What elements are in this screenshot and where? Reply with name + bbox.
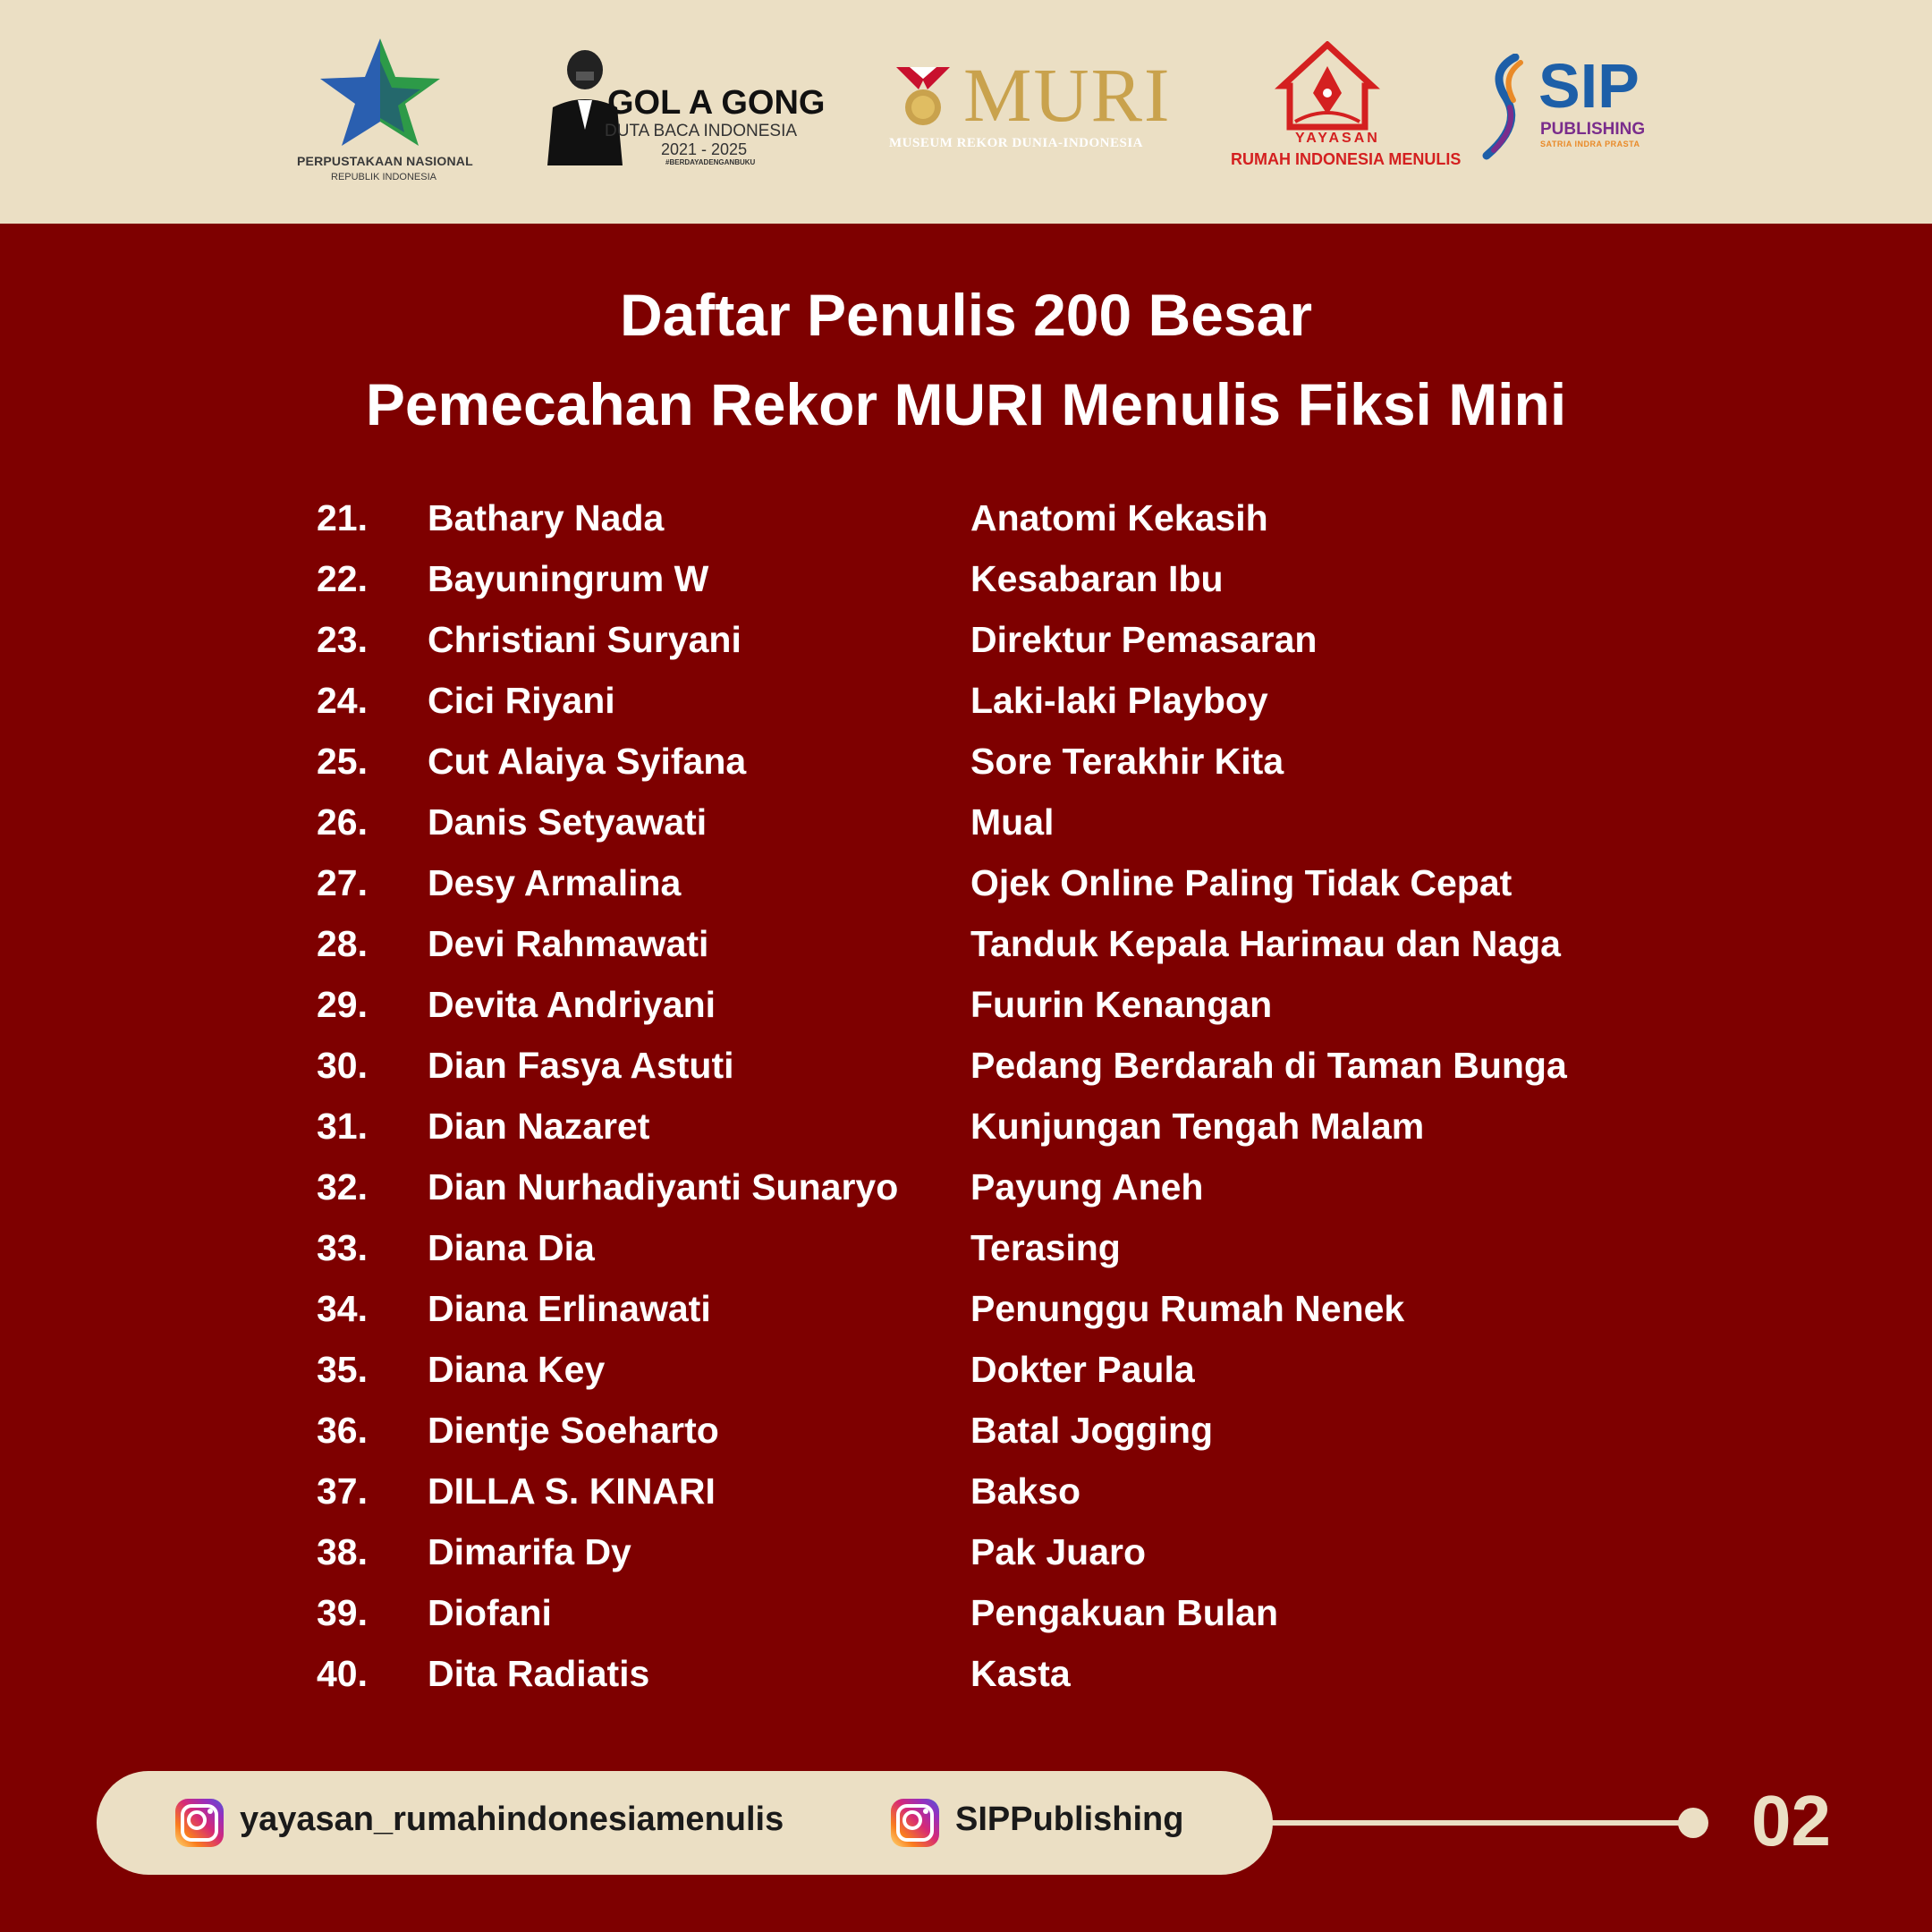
muri-name: MURI <box>963 52 1172 138</box>
perpusnas-logo <box>286 34 474 186</box>
gol-a-gong-sub2: 2021 - 2025 <box>661 140 748 158</box>
instagram-icon <box>175 1799 224 1847</box>
gol-a-gong-sub3: #BERDAYADENGANBUKU <box>665 158 756 166</box>
entry-story-title: Dokter Paula <box>970 1349 1195 1390</box>
list-item <box>0 1410 1932 1470</box>
list-item <box>0 1592 1932 1653</box>
entry-number: 39. <box>317 1592 368 1633</box>
list-item <box>0 1106 1932 1166</box>
entry-number: 26. <box>317 801 368 843</box>
entry-story-title: Kasta <box>970 1653 1071 1694</box>
list-item <box>0 984 1932 1045</box>
list-item <box>0 801 1932 862</box>
entry-story-title: Sore Terakhir Kita <box>970 741 1284 782</box>
entry-number: 23. <box>317 619 368 660</box>
list-item <box>0 923 1932 984</box>
entry-story-title: Tanduk Kepala Harimau dan Naga <box>970 923 1561 964</box>
entry-number: 37. <box>317 1470 368 1512</box>
gol-a-gong-sub1: DUTA BACA INDONESIA <box>605 122 798 140</box>
instagram-handle-rim[interactable]: yayasan_rumahindonesiamenulis <box>240 1801 784 1838</box>
entry-number: 38. <box>317 1531 368 1572</box>
sip-name: SIP <box>1538 51 1640 121</box>
list-item <box>0 497 1932 558</box>
entry-story-title: Pak Juaro <box>970 1531 1146 1572</box>
entry-number: 35. <box>317 1349 368 1390</box>
list-item <box>0 1166 1932 1227</box>
perpusnas-star-icon <box>286 34 474 150</box>
entry-author: Cici Riyani <box>428 680 615 721</box>
entry-author: Bayuningrum W <box>428 558 709 599</box>
entry-number: 29. <box>317 984 368 1025</box>
page-title-line-1: Daftar Penulis 200 Besar <box>619 282 1313 348</box>
entry-author: Dian Fasya Astuti <box>428 1045 734 1086</box>
rim-house-pen-icon <box>1229 41 1426 131</box>
social-handles-pill <box>97 1771 1273 1875</box>
list-item <box>0 1288 1932 1349</box>
gol-a-gong-logo <box>540 45 826 170</box>
writer-list <box>0 497 1932 1714</box>
entry-author: Dita Radiatis <box>428 1653 650 1694</box>
entry-story-title: Direktur Pemasaran <box>970 619 1318 660</box>
entry-story-title: Penunggu Rumah Nenek <box>970 1288 1405 1329</box>
entry-author: Devita Andriyani <box>428 984 716 1025</box>
rim-logo <box>1229 41 1462 175</box>
list-item <box>0 1470 1932 1531</box>
entry-number: 22. <box>317 558 368 599</box>
entry-author: Diana Key <box>428 1349 606 1390</box>
entry-story-title: Payung Aneh <box>970 1166 1204 1208</box>
instagram-handle-sip[interactable]: SIPPublishing <box>955 1801 1184 1838</box>
sip-logo <box>1479 51 1658 161</box>
entry-story-title: Pengakuan Bulan <box>970 1592 1279 1633</box>
entry-number: 32. <box>317 1166 368 1208</box>
entry-author: Dientje Soeharto <box>428 1410 719 1451</box>
entry-story-title: Ojek Online Paling Tidak Cepat <box>970 862 1513 903</box>
list-item <box>0 741 1932 801</box>
muri-logo <box>887 52 1172 161</box>
perpusnas-sub: REPUBLIK INDONESIA <box>331 172 436 182</box>
list-item <box>0 862 1932 923</box>
list-item <box>0 619 1932 680</box>
muri-medal-icon <box>892 63 954 143</box>
entry-story-title: Batal Jogging <box>970 1410 1214 1451</box>
entry-number: 34. <box>317 1288 368 1329</box>
rim-yayasan-label: YAYASAN <box>1295 131 1380 146</box>
entry-number: 24. <box>317 680 368 721</box>
sip-sub: SATRIA INDRA PRASTA <box>1540 140 1640 148</box>
entry-author: Cut Alaiya Syifana <box>428 741 747 782</box>
gol-a-gong-name: GOL A GONG <box>607 84 826 122</box>
entry-story-title: Fuurin Kenangan <box>970 984 1273 1025</box>
entry-story-title: Terasing <box>970 1227 1121 1268</box>
entry-number: 31. <box>317 1106 368 1147</box>
list-item <box>0 1531 1932 1592</box>
list-item <box>0 1045 1932 1106</box>
logo-header <box>0 0 1932 224</box>
list-item <box>0 1653 1932 1714</box>
entry-author: Dimarifa Dy <box>428 1531 631 1572</box>
entry-number: 28. <box>317 923 368 964</box>
footer-divider-dot <box>1678 1808 1708 1838</box>
entry-story-title: Kesabaran Ibu <box>970 558 1224 599</box>
entry-number: 30. <box>317 1045 368 1086</box>
entry-author: Devi Rahmawati <box>428 923 709 964</box>
entry-author: Christiani Suryani <box>428 619 741 660</box>
entry-story-title: Kunjungan Tengah Malam <box>970 1106 1425 1147</box>
instagram-icon <box>891 1799 939 1847</box>
entry-author: Dian Nurhadiyanti Sunaryo <box>428 1166 899 1208</box>
entry-author: Danis Setyawati <box>428 801 708 843</box>
entry-author: Desy Armalina <box>428 862 682 903</box>
list-item <box>0 680 1932 741</box>
perpusnas-name: PERPUSTAKAAN NASIONAL <box>297 154 473 168</box>
list-item <box>0 1349 1932 1410</box>
entry-number: 36. <box>317 1410 368 1451</box>
list-item <box>0 558 1932 619</box>
entry-author: Diana Dia <box>428 1227 595 1268</box>
entry-story-title: Mual <box>970 801 1055 843</box>
entry-number: 21. <box>317 497 368 538</box>
rim-name: RUMAH INDONESIA MENULIS <box>1231 150 1462 168</box>
sip-swirl-icon <box>1479 54 1533 161</box>
page-number: 02 <box>1751 1781 1831 1860</box>
entry-number: 25. <box>317 741 368 782</box>
entry-author: Dian Nazaret <box>428 1106 650 1147</box>
entry-author: Diofani <box>428 1592 552 1633</box>
entry-number: 40. <box>317 1653 368 1694</box>
entry-number: 27. <box>317 862 368 903</box>
entry-number: 33. <box>317 1227 368 1268</box>
entry-author: DILLA S. KINARI <box>428 1470 716 1512</box>
entry-story-title: Pedang Berdarah di Taman Bunga <box>970 1045 1567 1086</box>
entry-story-title: Bakso <box>970 1470 1081 1512</box>
entry-author: Bathary Nada <box>428 497 665 538</box>
muri-sub: MUSEUM REKOR DUNIA-INDONESIA <box>889 136 1144 150</box>
page-title-line-2: Pemecahan Rekor MURI Menulis Fiksi Mini <box>365 371 1567 437</box>
entry-story-title: Laki-laki Playboy <box>970 680 1268 721</box>
list-item <box>0 1227 1932 1288</box>
footer-divider-line <box>1270 1820 1690 1826</box>
entry-author: Diana Erlinawati <box>428 1288 711 1329</box>
sip-publishing-label: PUBLISHING <box>1540 120 1646 139</box>
entry-story-title: Anatomi Kekasih <box>970 497 1268 538</box>
